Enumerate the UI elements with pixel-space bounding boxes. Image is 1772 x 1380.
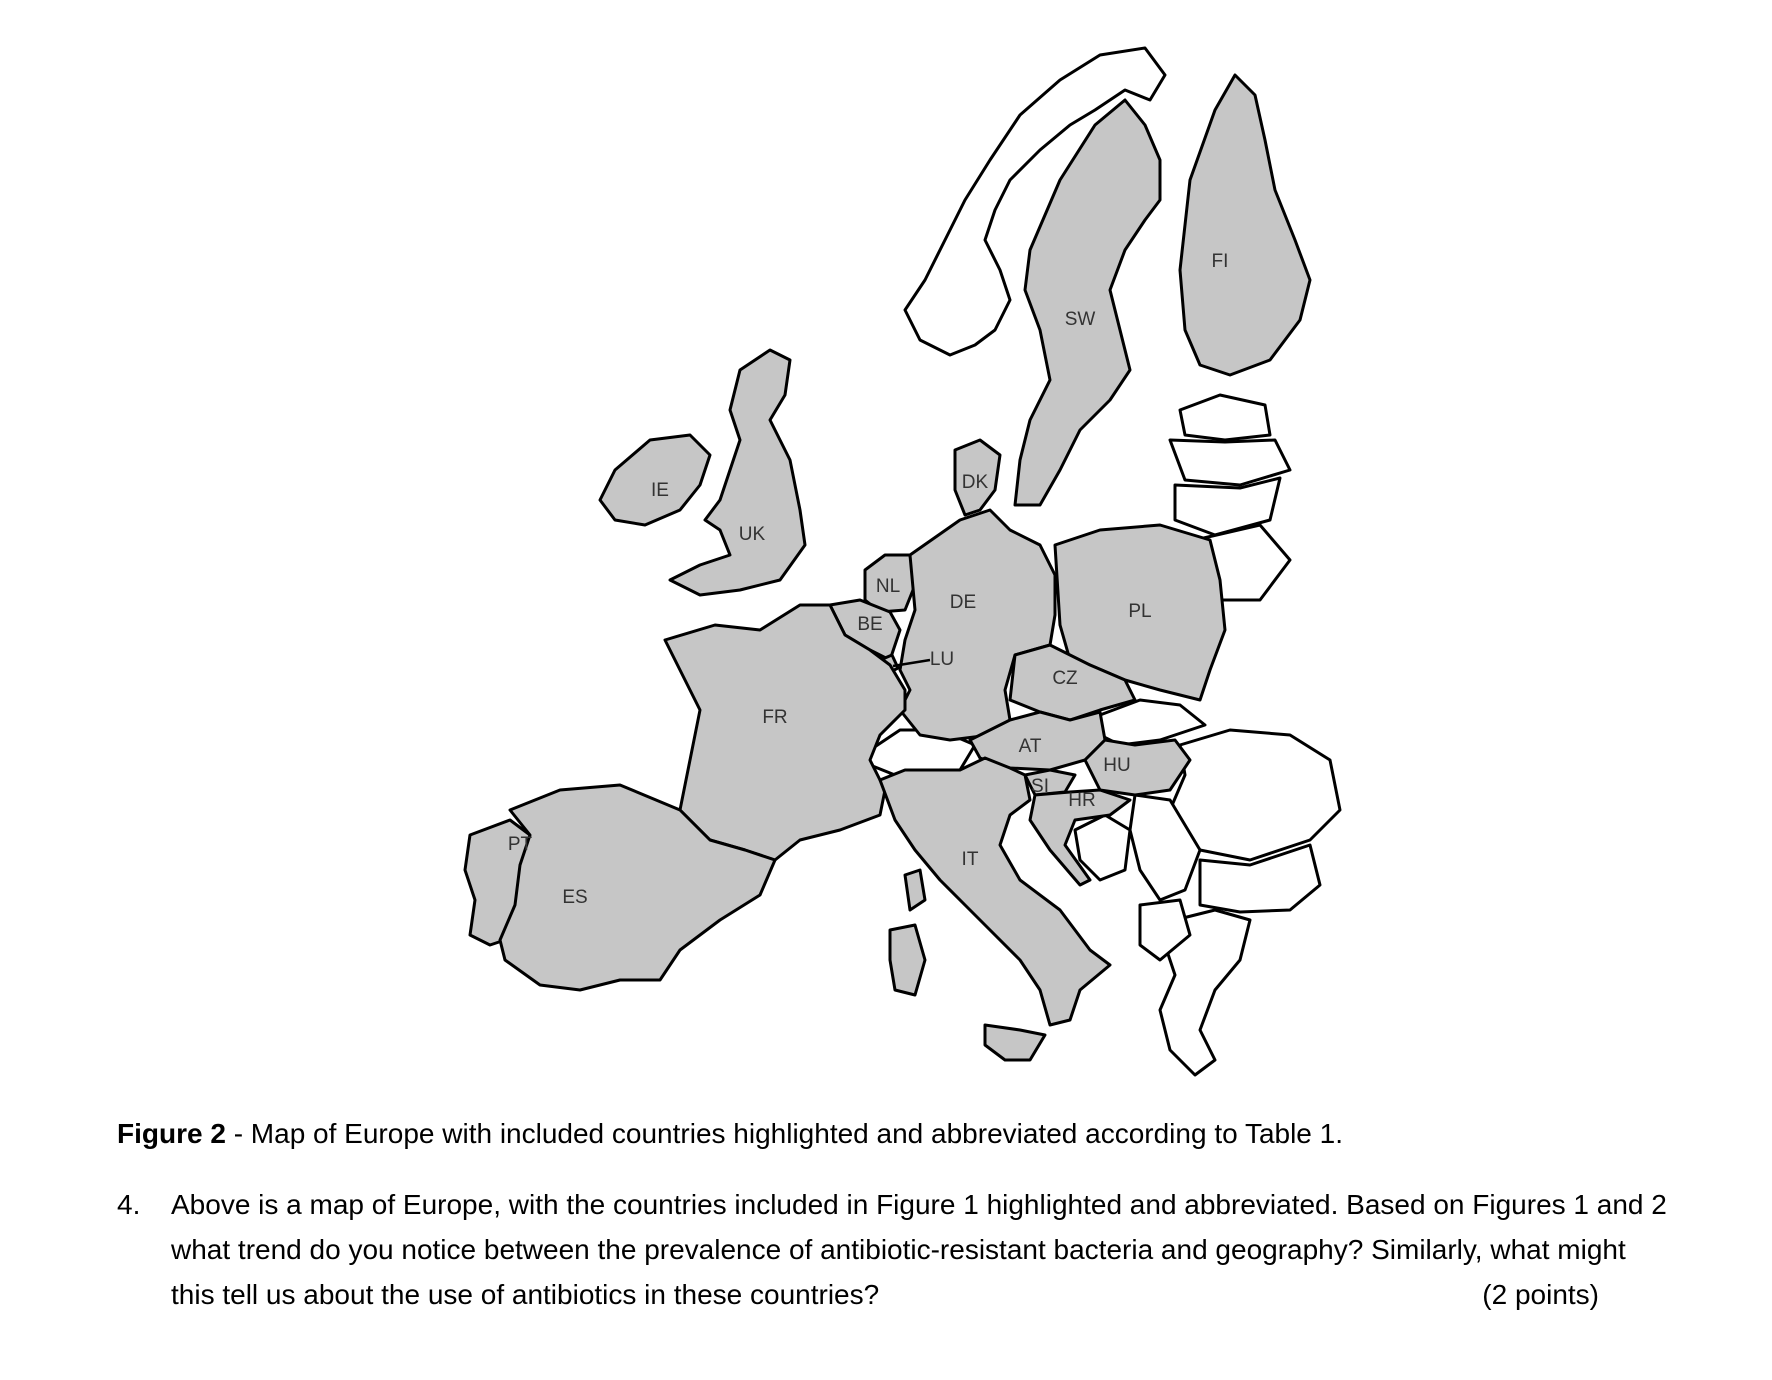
label-dk: DK xyxy=(961,472,989,493)
island-sardinia xyxy=(890,925,925,995)
label-fi: FI xyxy=(1211,251,1229,272)
label-si: SI xyxy=(1031,776,1049,797)
country-sweden xyxy=(1015,100,1160,505)
label-pl: PL xyxy=(1128,601,1152,622)
figure-caption xyxy=(117,1118,1343,1150)
question-number: 4. xyxy=(117,1189,141,1220)
label-de: DE xyxy=(949,592,977,613)
country-baltic-latvia xyxy=(1170,440,1290,485)
figure-caption-text: - Map of Europe with included countries highlighted and abbreviated according to Table 1. xyxy=(225,1118,1344,1149)
label-hr: HR xyxy=(1068,790,1096,811)
label-pt: PT xyxy=(507,834,533,855)
label-hu: HU xyxy=(1103,755,1131,776)
country-baltic-lithuania xyxy=(1175,478,1280,535)
label-uk: UK xyxy=(738,524,766,545)
label-cz: CZ xyxy=(1052,668,1078,689)
label-be: BE xyxy=(857,614,883,635)
label-it: IT xyxy=(961,849,979,870)
label-ie: IE xyxy=(651,480,669,501)
question-text: Above is a map of Europe, with the countries included in Figure 1 highlighted and abbreviated. Based on Figures 1 and 2 what trend do you notice between the prevalence of antibiotic-resistant bacteria and geography? Similarly, what might this tell us about the use of antibiotics in these countries? xyxy=(171,1189,1667,1310)
label-lu: LU xyxy=(929,649,955,670)
label-sw: SW xyxy=(1064,309,1096,330)
island-corsica xyxy=(905,870,925,910)
country-finland xyxy=(1180,75,1310,375)
label-es: ES xyxy=(562,887,588,908)
island-sicily xyxy=(985,1025,1045,1060)
question-points: (2 points) xyxy=(1482,1279,1599,1310)
figure-label: Figure 2 xyxy=(117,1118,226,1149)
label-nl: NL xyxy=(875,576,901,597)
label-at: AT xyxy=(1018,736,1042,757)
label-fr: FR xyxy=(762,707,788,728)
country-baltic-estonia xyxy=(1180,395,1270,440)
country-hungary xyxy=(1085,740,1190,795)
